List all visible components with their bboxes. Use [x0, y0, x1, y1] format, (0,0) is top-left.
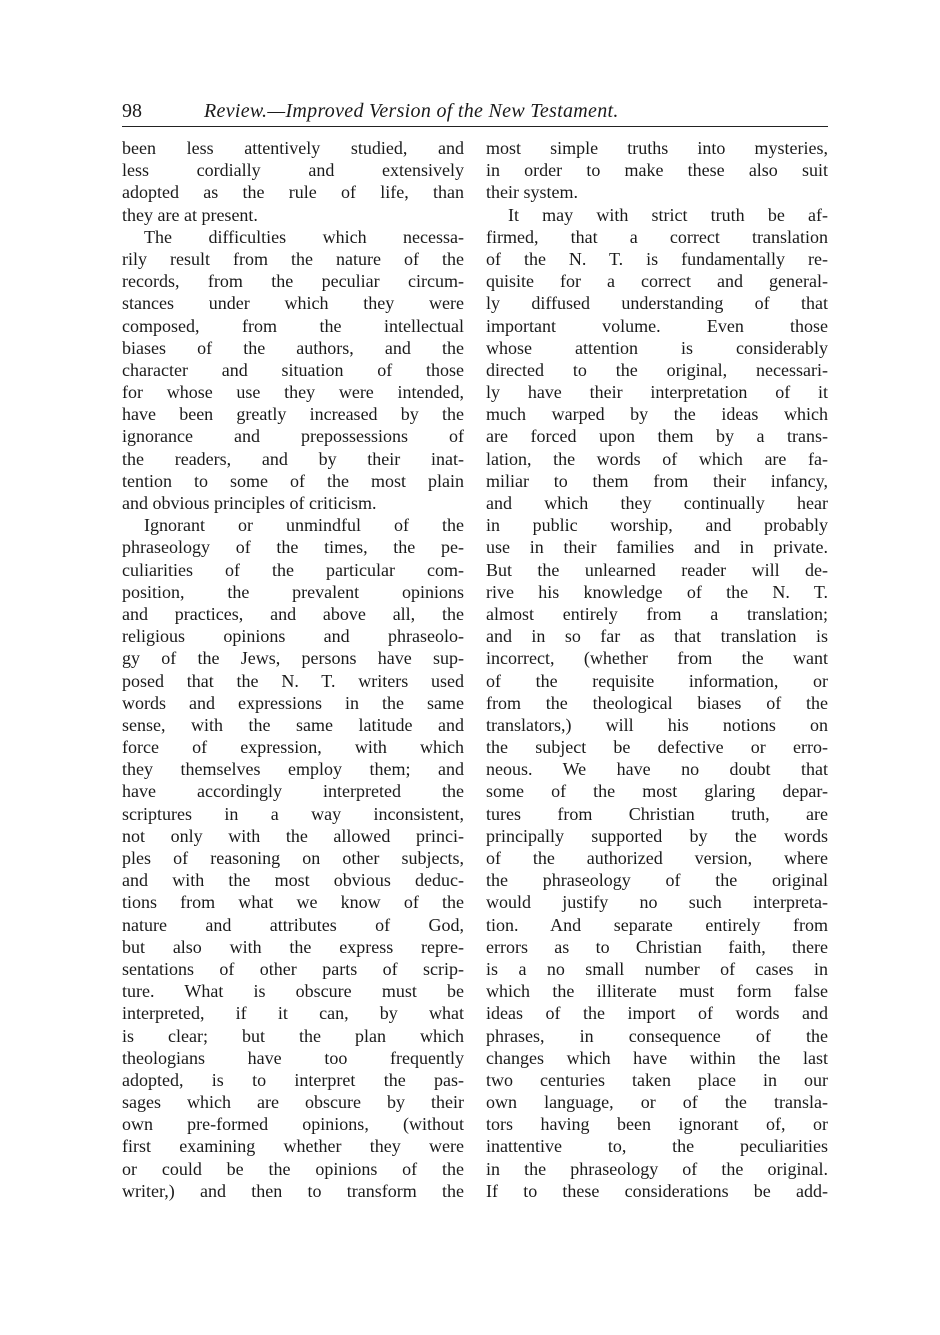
text-line: of the requisite information, or [486, 670, 828, 691]
text-line: almost entirely from a translation; [486, 603, 828, 624]
text-line: most simple truths into mysteries, [486, 138, 828, 158]
text-line: they themselves employ them; and [122, 759, 464, 780]
text-line: from the theological biases of the [486, 692, 828, 713]
text-line: two centuries taken place in our [486, 1069, 828, 1090]
text-line: Ignorant or unmindful of the [144, 515, 464, 536]
text-line: composed, from the intellectual [122, 315, 464, 336]
text-line: sense, with the same latitude and [122, 714, 464, 735]
text-line: phrases, in consequence of the [486, 1025, 828, 1046]
text-line: tion. And separate entirely from [486, 914, 828, 935]
text-line: ignorance and prepossessions of [122, 426, 464, 447]
text-line: the subject be defective or erro- [486, 737, 828, 758]
text-line: biases of the authors, and the [122, 337, 464, 358]
text-line: have been greatly increased by the [122, 404, 464, 425]
text-line: and in so far as that translation is [486, 626, 828, 647]
text-line: and with the most obvious deduc- [122, 870, 464, 891]
text-line: sages which are obscure by their [122, 1092, 464, 1113]
text-line: incorrect, (whether from the want [486, 648, 828, 669]
text-line: they are at present. [122, 204, 258, 225]
text-line: writer,) and then to transform the [122, 1180, 464, 1201]
text-line: character and situation of those [122, 359, 464, 380]
text-line: is clear; but the plan which [122, 1025, 464, 1046]
text-line: been less attentively studied, and [122, 138, 464, 158]
text-line: interpreted, if it can, by what [122, 1003, 464, 1024]
text-line: whose attention is considerably [486, 337, 828, 358]
text-line: principally supported by the words [486, 825, 828, 846]
text-line: of the authorized version, where [486, 848, 828, 868]
left-column [122, 137, 464, 1202]
text-line: have accordingly interpreted the [122, 781, 464, 802]
text-line: scriptures in a way inconsistent, [122, 803, 464, 824]
text-line: But the unlearned reader will de- [486, 559, 828, 580]
text-line: the readers, and by their inat- [122, 448, 464, 469]
book-page [122, 96, 828, 1202]
text-line: in order to make these also suit [486, 160, 828, 181]
text-line: are forced upon them by a trans- [486, 426, 828, 447]
text-line: or could be the opinions of the [122, 1158, 464, 1179]
text-line: lation, the words of which are fa- [486, 448, 828, 469]
text-line: and practices, and above all, the [122, 603, 464, 624]
running-title: Review.—Improved Version of the New Testament. [204, 100, 619, 122]
text-line: and obvious principles of criticism. [122, 493, 377, 513]
text-line: own pre-formed opinions, (without [122, 1114, 464, 1135]
text-line: is a no small number of cases in [486, 958, 828, 979]
text-line: rive his knowledge of the N. T. [486, 581, 828, 602]
text-line: ly have their interpretation of it [486, 382, 828, 403]
text-line: ples of reasoning on other subjects, [122, 848, 464, 868]
text-line: would justify no such interpreta- [486, 892, 828, 913]
text-line: in public worship, and probably [486, 515, 828, 536]
text-line: inattentive to, the peculiarities [486, 1136, 828, 1157]
text-line: their system. [486, 182, 578, 203]
text-line: The difficulties which necessa- [144, 226, 464, 247]
text-line: less cordially and extensively [122, 160, 464, 181]
text-line: use in their families and in private. [486, 537, 828, 558]
text-line: neous. We have no doubt that [486, 759, 828, 780]
text-line: not only with the allowed princi- [122, 825, 464, 846]
text-line: miliar to them from their infancy, [486, 470, 828, 491]
text-line: adopted as the rule of life, than [122, 182, 464, 203]
text-line: words and expressions in the same [122, 692, 464, 713]
text-line: ture. What is obscure must be [122, 981, 464, 1002]
text-columns [122, 137, 828, 1202]
text-line: translators,) will his notions on [486, 714, 828, 735]
text-line: records, from the peculiar circum- [122, 271, 464, 292]
text-line: own language, or of the transla- [486, 1092, 828, 1113]
text-line: some of the most glaring depar- [486, 781, 828, 802]
text-line: adopted, is to interpret the pas- [122, 1069, 464, 1090]
text-line: It may with strict truth be af- [508, 204, 828, 225]
text-line: for whose use they were intended, [122, 382, 464, 403]
text-line: the phraseology of the original [486, 870, 828, 891]
text-line: tention to some of the most plain [122, 470, 464, 491]
text-line: gy of the Jews, persons have sup- [122, 648, 464, 669]
text-line: quisite for a correct and general- [486, 271, 828, 292]
text-line: much warped by the ideas which [486, 404, 828, 425]
text-line: important volume. Even those [486, 315, 828, 336]
running-head [122, 96, 828, 127]
text-line: errors as to Christian faith, there [486, 936, 828, 957]
text-line: rily result from the nature of the [122, 248, 464, 269]
text-line: phraseology of the times, the pe- [122, 537, 464, 558]
text-line: nature and attributes of God, [122, 914, 464, 935]
text-line: religious opinions and phraseolo- [122, 626, 464, 647]
text-line: of the N. T. is fundamentally re- [486, 248, 828, 269]
text-line: stances under which they were [122, 293, 464, 314]
page-number: 98 [122, 100, 142, 122]
text-line: tors having been ignorant of, or [486, 1114, 828, 1135]
text-line: force of expression, with which [122, 737, 464, 758]
text-line: ideas of the import of words and [486, 1003, 828, 1024]
text-line: culiarities of the particular com- [122, 559, 464, 580]
text-line: directed to the original, necessari- [486, 359, 828, 380]
text-line: first examining whether they were [122, 1136, 464, 1157]
text-line: If to these considerations be add- [486, 1180, 828, 1201]
right-column [486, 137, 828, 1202]
text-line: but also with the express repre- [122, 936, 464, 957]
text-line: posed that the N. T. writers used [122, 670, 464, 691]
text-line: firmed, that a correct translation [486, 226, 828, 247]
text-line: sentations of other parts of scrip- [122, 958, 464, 979]
text-line: changes which have within the last [486, 1047, 828, 1068]
text-line: and which they continually hear [486, 493, 828, 513]
text-line: ly diffused understanding of that [486, 293, 828, 314]
text-line: which the illiterate must form false [486, 981, 828, 1002]
text-line: in the phraseology of the original. [486, 1158, 828, 1179]
text-line: tions from what we know of the [122, 892, 464, 913]
text-line: position, the prevalent opinions [122, 581, 464, 602]
text-line: theologians have too frequently [122, 1047, 464, 1068]
text-line: tures from Christian truth, are [486, 803, 828, 824]
